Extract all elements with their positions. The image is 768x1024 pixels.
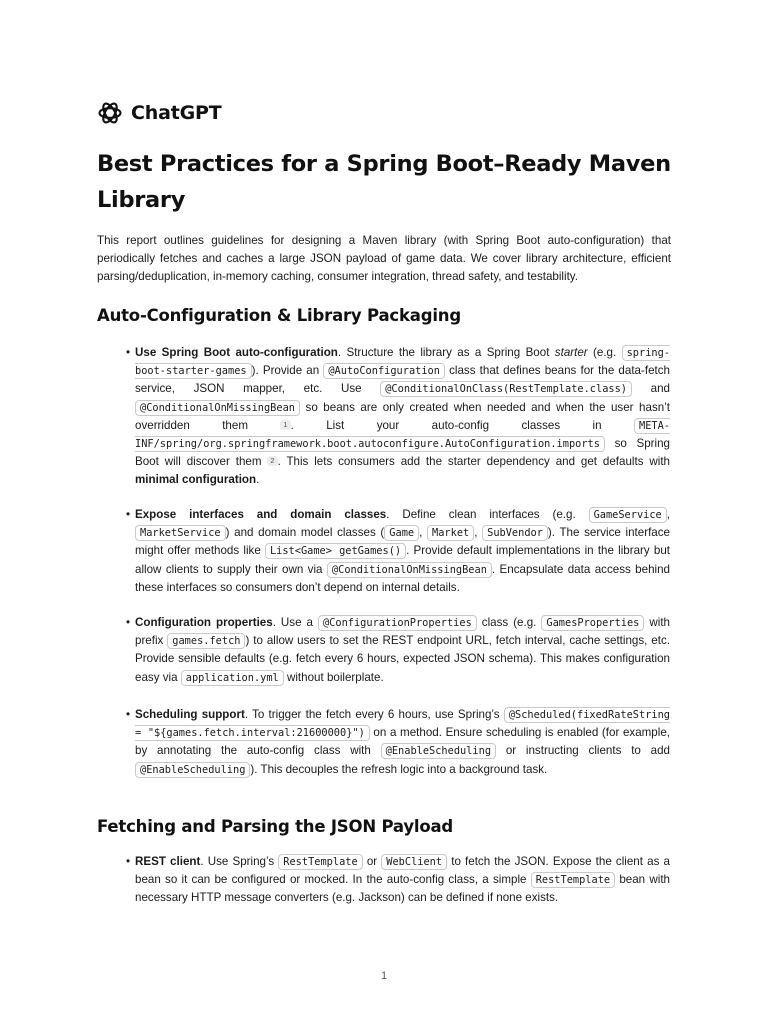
code-imports-path: META-INF/spring/org.springframework.boot.autoconfigure.AutoConfiguration.imports [135, 419, 670, 451]
code-autoconfiguration: @AutoConfiguration [323, 363, 445, 379]
code-game: Game [384, 525, 419, 541]
citation-link[interactable]: 2 [267, 456, 277, 466]
bullet-interfaces [126, 506, 671, 597]
intro-paragraph: This report outlines guidelines for designing a Maven library (with Spring Boot auto-configuration) that periodically fetches and caches a large JSON payload of game data. We cover library architecture, efficient parsing/deduplication, in-memory caching, consumer integration, thread safety, and testability. [97, 234, 671, 283]
bullet-lead: Scheduling support [135, 708, 245, 721]
text: so Spring Boot will discover them [135, 437, 670, 469]
text: bean with necessary HTTP message converters (e.g. Jackson) can be defined if none exists. [135, 873, 670, 905]
code-conditional-on-missing-bean: @ConditionalOnMissingBean [135, 400, 300, 416]
bullet-dot: • [126, 346, 131, 359]
bullet-lead: Configuration properties [135, 616, 273, 629]
text: on a method. Ensure scheduling is enabled (for example, by annotating the auto-config class with [135, 726, 670, 758]
code-application-yml: application.yml [181, 670, 284, 686]
bullet-auto-configuration [126, 344, 670, 490]
text: class that defines beans for the data-fetch service, JSON mapper, etc. Use [135, 364, 670, 396]
code-enable-scheduling: @EnableScheduling [381, 743, 496, 759]
code-games-fetch: games.fetch [167, 633, 245, 649]
code-market: Market [427, 525, 474, 541]
text: or instructing clients to add [496, 744, 670, 758]
text: . Define clean interfaces (e.g. [386, 508, 589, 521]
text: . Use Spring’s [200, 855, 279, 868]
bullet-dot: • [126, 508, 131, 521]
text: ) and domain model classes ( [225, 526, 385, 540]
page-number: 1 [380, 970, 388, 982]
bullet-scheduling [126, 706, 670, 779]
text: so beans are only created when needed and when the user hasn’t overridden them [135, 400, 670, 432]
text: . Encapsulate data access behind these interfaces so consumers don’t depend on internal details. [135, 562, 671, 594]
text: class (e.g. [476, 616, 542, 629]
document-header [97, 100, 221, 126]
text: . [256, 473, 260, 487]
citation-link[interactable]: 1 [280, 420, 290, 430]
code-configuration-properties: @ConfigurationProperties [318, 615, 477, 631]
code-games-properties: GamesProperties [541, 615, 644, 631]
code-enable-scheduling: @EnableScheduling [135, 762, 250, 778]
text: ). This decouples the refresh logic into a background task. [250, 762, 548, 776]
code-rest-template: RestTemplate [278, 854, 362, 870]
brand-name: ChatGPT [131, 102, 222, 124]
bullet-lead: Expose interfaces and domain classes [135, 508, 387, 521]
code-starter: spring-boot-starter-games [135, 347, 670, 378]
text: ). The service interface might offer methods like [135, 526, 670, 558]
code-web-client: WebClient [381, 854, 447, 870]
code-conditional-on-class: @ConditionalOnClass(RestTemplate.class) [380, 381, 632, 397]
text: ) to allow users to set the REST endpoint URL, fetch interval, cache settings, etc. Provide sensible defaults (e.g. fetch every 6 hours, expected JSON schema). This makes configuration easy via [135, 634, 670, 684]
code-market-service: MarketService [135, 525, 226, 541]
text: , [474, 526, 483, 540]
bold-text: minimal configuration [135, 473, 257, 487]
text: or [362, 855, 382, 868]
text: , [666, 508, 670, 521]
bullet-dot: • [126, 855, 131, 868]
bullet-rest-client [126, 853, 670, 908]
code-conditional-on-missing-bean: @ConditionalOnMissingBean [327, 562, 492, 578]
bullet-dot: • [126, 708, 131, 721]
code-sub-vendor: SubVendor [482, 525, 548, 541]
bullet-configuration-properties [126, 614, 671, 687]
document-title: Best Practices for a Spring Boot–Ready Maven Library [97, 151, 671, 213]
text: . This lets consumers add the starter dependency and get defaults with [277, 455, 670, 469]
code-get-games: List<Game> getGames() [265, 543, 406, 559]
text: (e.g. [587, 346, 622, 359]
text: to fetch the JSON. Expose the client as a bean so it can be configured or mocked. In the auto-config class, a simple [135, 855, 670, 887]
emphasis: starter [554, 346, 588, 359]
openai-logo-icon [97, 100, 123, 126]
code-scheduled: @Scheduled(fixedRateString = "${games.fetch.interval:21600000}") [135, 709, 670, 740]
text: ). Provide an [251, 364, 324, 378]
text: and [632, 382, 670, 396]
text: with prefix [135, 616, 671, 648]
section-heading-fetching-parsing: Fetching and Parsing the JSON Payload [97, 817, 454, 836]
text: . To trigger the fetch every 6 hours, use Spring’s [244, 708, 504, 721]
text: without boilerplate. [283, 670, 384, 684]
text: . Provide default implementations in the library but allow clients to supply their own via [135, 544, 670, 576]
bullet-lead: REST client [135, 855, 201, 868]
bullet-dot: • [126, 616, 131, 629]
text: . Structure the library as a Spring Boot [337, 346, 555, 359]
code-rest-template: RestTemplate [531, 872, 615, 888]
bullet-lead: Use Spring Boot auto-configuration [135, 346, 338, 359]
text: , [419, 526, 428, 540]
code-game-service: GameService [589, 507, 667, 523]
text: . List your auto-config classes in [290, 418, 634, 432]
text: . Use a [272, 616, 318, 629]
section-heading-auto-configuration: Auto-Configuration & Library Packaging [97, 306, 461, 325]
